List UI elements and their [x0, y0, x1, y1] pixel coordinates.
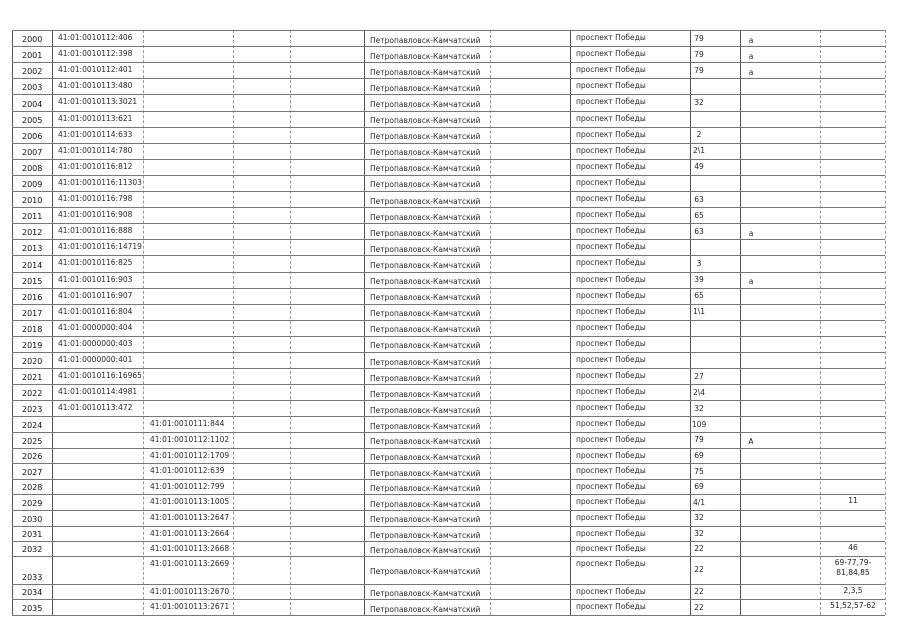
street-name: проспект Победы	[576, 113, 646, 123]
city-name: Петропавловск-Камчатский	[370, 325, 481, 335]
street-name: проспект Победы	[576, 481, 646, 491]
house-number: 4/1	[692, 497, 706, 507]
cadastral-number: 41:01:0010111:844	[150, 419, 225, 429]
house-number: 79	[694, 49, 704, 59]
city-name: Петропавловск-Камчатский	[370, 116, 481, 126]
city-name: Петропавловск-Камчатский	[370, 341, 481, 351]
row-number: 2030	[22, 514, 43, 524]
street-name: проспект Победы	[576, 65, 646, 75]
street-name: проспект Победы	[576, 242, 646, 252]
house-number: 2\1	[692, 146, 706, 156]
city-name: Петропавловск-Камчатский	[370, 373, 481, 383]
house-number: 32	[694, 513, 704, 523]
building-letter: а	[748, 35, 754, 45]
street-name: проспект Победы	[576, 419, 646, 429]
street-name: проспект Победы	[576, 497, 646, 507]
cadastral-number: 41:01:0010116:14719	[58, 242, 142, 252]
house-number: 69	[694, 450, 704, 460]
cadastral-number: 41:01:0010113:2670	[150, 586, 230, 596]
row-number: 2002	[22, 67, 43, 77]
cadastral-number: 41:01:0010116:888	[58, 226, 133, 236]
row-number: 2028	[22, 483, 43, 493]
street-name: проспект Победы	[576, 558, 646, 568]
apartment-numbers: 46	[848, 543, 858, 553]
street-name: проспект Победы	[576, 129, 646, 139]
cadastral-number: 41:01:0010113:2647	[150, 513, 230, 522]
house-number: 3	[696, 258, 702, 268]
cadastral-number: 41:01:0010116:907	[58, 290, 133, 300]
city-name: Петропавловск-Камчатский	[370, 35, 481, 45]
house-number: 22	[694, 587, 704, 596]
row-number: 2007	[22, 147, 43, 157]
city-name: Петропавловск-Камчатский	[370, 277, 481, 287]
building-letter: а	[748, 51, 754, 61]
cadastral-number: 41:01:0010116:804	[58, 306, 133, 316]
row-number: 2013	[22, 244, 43, 254]
cadastral-number: 41:01:0010114:4981	[58, 387, 138, 397]
street-name: проспект Победы	[576, 145, 646, 155]
city-name: Петропавловск-Камчатский	[370, 309, 481, 319]
street-name: проспект Победы	[576, 161, 646, 171]
cadastral-number: 41:01:0010113:3021	[58, 97, 138, 107]
street-name: проспект Победы	[576, 306, 646, 316]
cadastral-number: 41:01:0010116:812	[58, 161, 133, 171]
city-name: Петропавловск-Камчатский	[370, 132, 481, 142]
city-name: Петропавловск-Камчатский	[370, 83, 481, 93]
city-name: Петропавловск-Камчатский	[370, 228, 481, 238]
cadastral-number: 41:01:0010116:11303	[58, 177, 142, 187]
city-name: Петропавловск-Камчатский	[370, 196, 481, 206]
street-name: проспект Победы	[576, 338, 646, 348]
row-number: 2018	[22, 324, 43, 334]
cadastral-number: 41:01:0010112:401	[58, 65, 133, 75]
street-name: проспект Победы	[576, 435, 646, 444]
street-name: проспект Победы	[576, 466, 646, 476]
city-name: Петропавловск-Камчатский	[370, 468, 481, 478]
city-name: Петропавловск-Камчатский	[370, 567, 481, 577]
house-number: 22	[694, 565, 704, 575]
row-number: 2031	[22, 530, 43, 540]
street-name: проспект Победы	[576, 49, 646, 59]
house-number: 65	[694, 210, 704, 220]
house-number: 1\1	[692, 307, 706, 317]
cadastral-number: 41:01:0010113:2669	[150, 558, 230, 568]
row-number: 2022	[22, 389, 43, 399]
row-number: 2025	[22, 436, 43, 446]
city-name: Петропавловск-Камчатский	[370, 180, 481, 190]
house-number: 79	[694, 33, 704, 43]
street-name: проспект Победы	[576, 258, 646, 268]
street-name: проспект Победы	[576, 528, 646, 538]
city-name: Петропавловск-Камчатский	[370, 589, 481, 598]
street-name: проспект Победы	[576, 177, 646, 187]
house-number: 32	[694, 97, 704, 107]
row-number: 2015	[22, 276, 43, 286]
building-letter: а	[748, 228, 754, 238]
row-number: 2000	[22, 35, 43, 45]
building-letter: а	[748, 67, 754, 77]
building-letter: а	[748, 277, 754, 287]
street-name: проспект Победы	[576, 450, 646, 460]
row-number: 2021	[22, 373, 43, 383]
city-name: Петропавловск-Камчатский	[370, 452, 481, 462]
row-number: 2004	[22, 99, 43, 109]
cadastral-number: 41:01:0000000:404	[58, 322, 133, 332]
cadastral-number: 41:01:0010113:480	[58, 81, 133, 91]
city-name: Петропавловск-Камчатский	[370, 437, 481, 447]
city-name: Петропавловск-Камчатский	[370, 99, 481, 109]
street-name: проспект Победы	[576, 513, 646, 522]
cadastral-number: 41:01:0000000:403	[58, 338, 133, 348]
street-name: проспект Победы	[576, 387, 646, 397]
row-number: 2006	[22, 131, 43, 141]
city-name: Петропавловск-Камчатский	[370, 405, 481, 415]
row-number: 2033	[22, 572, 43, 582]
cadastral-number: 41:01:0010116:903	[58, 274, 133, 284]
cadastral-number: 41:01:0010113:472	[58, 403, 133, 413]
column-divider	[885, 30, 886, 615]
cadastral-number: 41:01:0010112:1709	[150, 450, 230, 460]
city-name: Петропавловск-Камчатский	[370, 357, 481, 367]
house-number: 49	[694, 162, 704, 172]
house-number: 79	[694, 435, 704, 445]
row-number: 2011	[22, 212, 43, 222]
street-name: проспект Победы	[576, 81, 646, 91]
city-name: Петропавловск-Камчатский	[370, 212, 481, 222]
street-name: проспект Победы	[576, 194, 646, 203]
city-name: Петропавловск-Камчатский	[370, 293, 481, 303]
street-name: проспект Победы	[576, 355, 646, 364]
city-name: Петропавловск-Камчатский	[370, 604, 481, 614]
house-number: 2	[696, 130, 702, 140]
house-number: 69	[694, 482, 704, 492]
street-name: проспект Победы	[576, 210, 646, 220]
cadastral-number: 41:01:0000000:401	[58, 355, 133, 364]
row-number: 2034	[22, 588, 43, 598]
street-name: проспект Победы	[576, 403, 646, 413]
city-name: Петропавловск-Камчатский	[370, 545, 481, 555]
row-number: 2029	[22, 499, 43, 508]
street-name: проспект Победы	[576, 544, 646, 554]
cadastral-number: 41:01:0010116:798	[58, 194, 133, 203]
city-name: Петропавловск-Камчатский	[370, 164, 481, 174]
street-name: проспект Победы	[576, 602, 646, 612]
row-number: 2009	[22, 180, 43, 189]
apartment-numbers: 51,52,57-62	[830, 601, 876, 611]
city-name: Петропавловск-Камчатский	[370, 260, 481, 270]
cadastral-number: 41:01:0010113:621	[58, 113, 133, 123]
city-name: Петропавловск-Камчатский	[370, 148, 481, 158]
house-number: 79	[694, 65, 704, 75]
city-name: Петропавловск-Камчатский	[370, 484, 481, 494]
row-number: 2012	[22, 228, 43, 238]
street-name: проспект Победы	[576, 274, 646, 284]
city-name: Петропавловск-Камчатский	[370, 67, 481, 77]
cadastral-number: 41:01:0010112:1102	[150, 435, 230, 444]
row-number: 2035	[22, 603, 43, 613]
apartment-numbers: 2,3,5	[843, 585, 863, 595]
row-number: 2020	[22, 357, 43, 367]
house-number: 22	[694, 602, 704, 612]
cadastral-number: 41:01:0010114:633	[58, 129, 133, 139]
street-name: проспект Победы	[576, 226, 646, 236]
row-number: 2016	[22, 292, 43, 302]
row-number: 2023	[22, 405, 43, 415]
row-number: 2027	[22, 467, 43, 477]
row-number: 2005	[22, 115, 43, 125]
house-number: 32	[694, 403, 704, 413]
street-name: проспект Победы	[576, 33, 646, 42]
row-number: 2019	[22, 341, 43, 350]
cadastral-number: 41:01:0010113:2668	[150, 544, 230, 554]
cadastral-number: 41:01:0010114:780	[58, 145, 133, 155]
apartment-numbers: 69-77,79-81,84,85	[834, 557, 872, 577]
city-name: Петропавловск-Камчатский	[370, 51, 481, 61]
house-number: 63	[694, 226, 704, 236]
street-name: проспект Победы	[576, 371, 646, 381]
cadastral-number: 41:01:0010113:2664	[150, 528, 230, 538]
row-number: 2032	[22, 544, 43, 554]
apartment-numbers: 11	[848, 496, 858, 506]
cadastral-number: 41:01:0010112:406	[58, 33, 133, 42]
city-name: Петропавловск-Камчатский	[370, 499, 481, 509]
street-name: проспект Победы	[576, 290, 646, 300]
house-number: 75	[694, 466, 704, 476]
row-number: 2017	[22, 308, 43, 318]
row-number: 2008	[22, 163, 43, 173]
row-number: 2010	[22, 196, 43, 206]
street-name: проспект Победы	[576, 97, 646, 107]
house-number: 32	[694, 528, 704, 538]
house-number: 109	[692, 419, 707, 429]
cadastral-number: 41:01:0010116:16965	[58, 371, 142, 381]
row-number: 2003	[22, 83, 43, 93]
city-name: Петропавловск-Камчатский	[370, 421, 481, 431]
street-name: проспект Победы	[576, 322, 646, 332]
city-name: Петропавловск-Камчатский	[370, 389, 481, 399]
cadastral-number: 41:01:0010116:825	[58, 258, 133, 268]
row-divider	[12, 615, 885, 616]
row-number: 2001	[22, 51, 43, 61]
cadastral-number: 41:01:0010113:1005	[150, 497, 230, 507]
house-number: 65	[694, 291, 704, 301]
cadastral-number: 41:01:0010116:908	[58, 210, 133, 220]
street-name: проспект Победы	[576, 586, 646, 596]
house-number: 63	[694, 194, 704, 204]
building-letter: А	[748, 437, 754, 447]
house-number: 2\4	[692, 387, 706, 397]
row-number: 2026	[22, 452, 43, 462]
city-name: Петропавловск-Камчатский	[370, 530, 481, 540]
house-number: 27	[694, 371, 704, 381]
cadastral-number: 41:01:0010113:2671	[150, 602, 230, 612]
row-number: 2014	[22, 260, 43, 270]
house-number: 22	[694, 543, 704, 553]
row-number: 2024	[22, 421, 43, 430]
cadastral-number: 41:01:0010112:398	[58, 49, 133, 59]
city-name: Петропавловск-Камчатский	[370, 515, 481, 525]
house-number: 39	[694, 275, 704, 285]
cadastral-number: 41:01:0010112:639	[150, 466, 225, 476]
cadastral-number: 41:01:0010112:799	[150, 481, 225, 491]
city-name: Петропавловск-Камчатский	[370, 244, 481, 254]
